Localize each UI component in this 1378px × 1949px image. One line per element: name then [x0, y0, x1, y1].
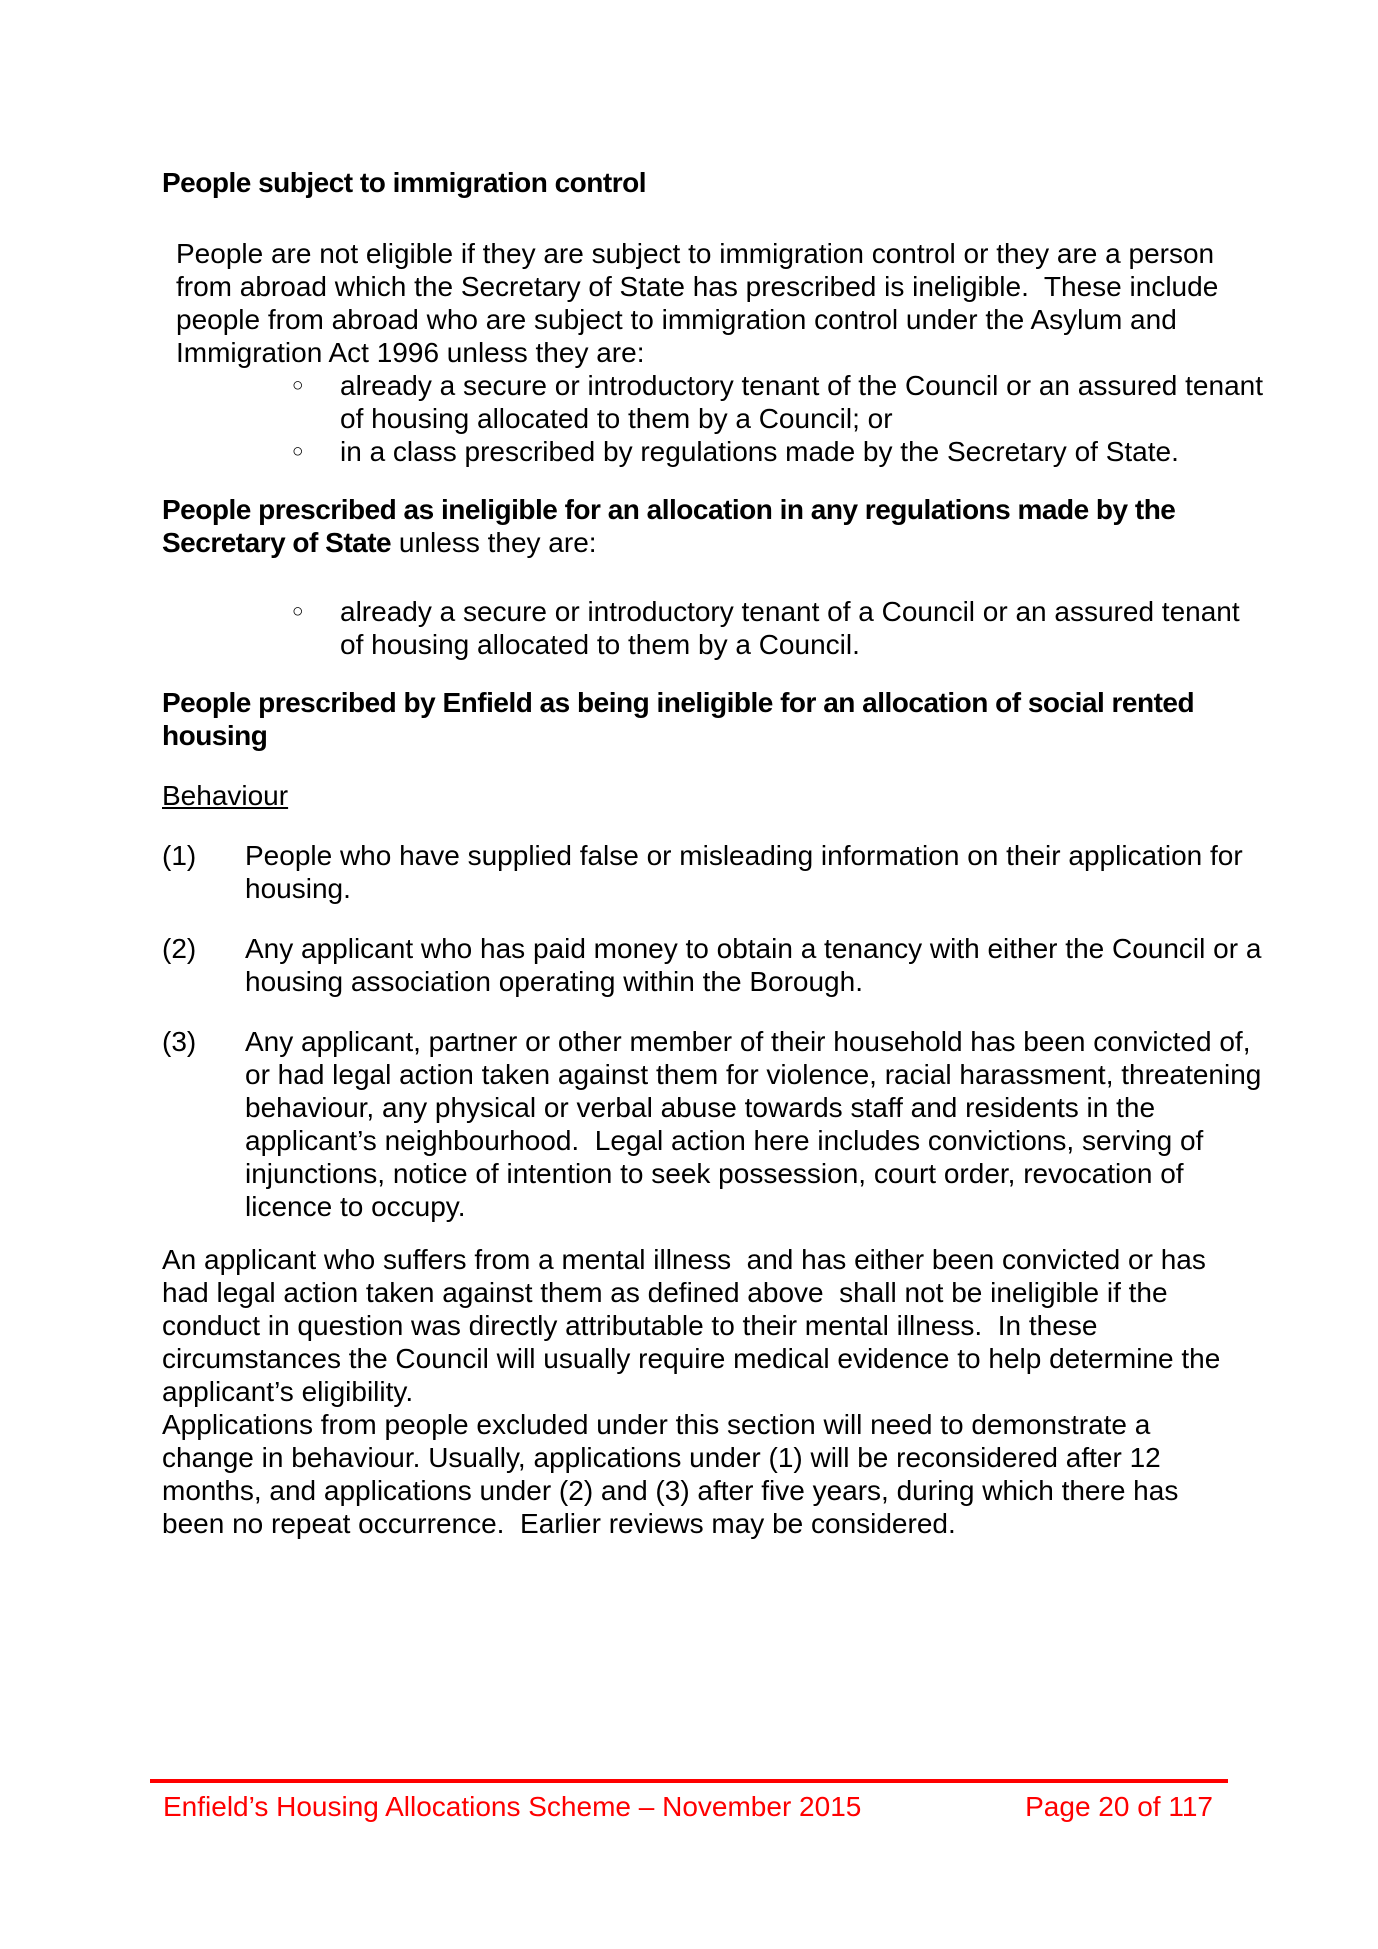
bullet-text: already a secure or introductory tenant of a Council or an assured tenant of housing allocated to them by a Council.: [340, 596, 1248, 660]
numbered-item-2: [162, 932, 1270, 998]
circle-bullet-icon: ○: [292, 375, 304, 396]
item-text: People who have supplied false or misleading information on their application for housing.: [245, 840, 1251, 904]
item-text: Any applicant, partner or other member of their household has been convicted of, or had legal action taken against them for violence, racial harassment, threatening behaviour, any physical or verbal abuse towards staff and residents in the applicant’s neighbourhood. Legal action here includes convictions, serving of injunctions, notice of intention to seek possession, court order, revocation of licence to occupy.: [245, 1026, 1270, 1222]
footer-divider: [150, 1779, 1228, 1783]
paragraph-mental-illness: An applicant who suffers from a mental illness and has either been convicted or has had legal action taken against them as defined above shall not be ineligible if the conduct in question was directly attributable to their mental illness. In these circumstances the Council will usually require medical evidence to help determine the applicant’s eligibility.: [162, 1244, 1229, 1407]
item-text: Any applicant who has paid money to obtain a tenancy with either the Council or a housing association operating within the Borough.: [245, 933, 1270, 997]
item-number: (3): [162, 1026, 197, 1057]
circle-bullet-icon: ○: [292, 441, 304, 462]
footer-page-indicator: Page 20 of 117: [1025, 1791, 1213, 1822]
circle-bullet-icon: ○: [292, 601, 304, 622]
heading-prescribed-ineligible: [162, 493, 1266, 559]
footer-document-title: Enfield’s Housing Allocations Scheme – November 2015: [163, 1791, 862, 1822]
paragraph-applications-review: Applications from people excluded under this section will need to demonstrate a change in behaviour. Usually, applications under (1) will be reconsidered after 12 months, and applications under (2) and (3) after five years, during which there has been no repeat occurrence. Earlier reviews may be considered.: [162, 1409, 1187, 1539]
item-number: (2): [162, 933, 197, 964]
footer-row: [150, 1790, 1228, 1823]
bullet-list-prescribed: [162, 595, 1266, 661]
heading-immigration-control: People subject to immigration control: [162, 167, 646, 198]
numbered-item-3: [162, 1025, 1270, 1223]
bullet-item: [162, 435, 1266, 468]
heading-normal-part: unless they are:: [391, 527, 597, 558]
heading-enfield-ineligible: People prescribed by Enfield as being ineligible for an allocation of social rented housing: [162, 687, 1202, 751]
bullet-item: [162, 595, 1266, 661]
paragraph-immigration-eligibility: People are not eligible if they are subject to immigration control or they are a person from abroad which the Secretary of State has prescribed is ineligible. These include people from abroad who are subject to immigration control under the Asylum and Immigration Act 1996 unless they are:: [176, 238, 1227, 368]
bullet-text: already a secure or introductory tenant of the Council or an assured tenant of housing allocated to them by a Council; or: [340, 370, 1271, 434]
heading-bold-part: People prescribed as ineligible for an allocation in any regulations made by the Secretary of State: [162, 494, 1183, 558]
numbered-item-1: [162, 839, 1266, 905]
bullet-item: [162, 369, 1271, 435]
bullet-list-immigration: [162, 369, 1271, 468]
bullet-text: in a class prescribed by regulations made by the Secretary of State.: [340, 436, 1179, 467]
subheading-behaviour: Behaviour: [162, 780, 289, 811]
item-number: (1): [162, 840, 197, 871]
page-footer: [150, 1779, 1228, 1823]
